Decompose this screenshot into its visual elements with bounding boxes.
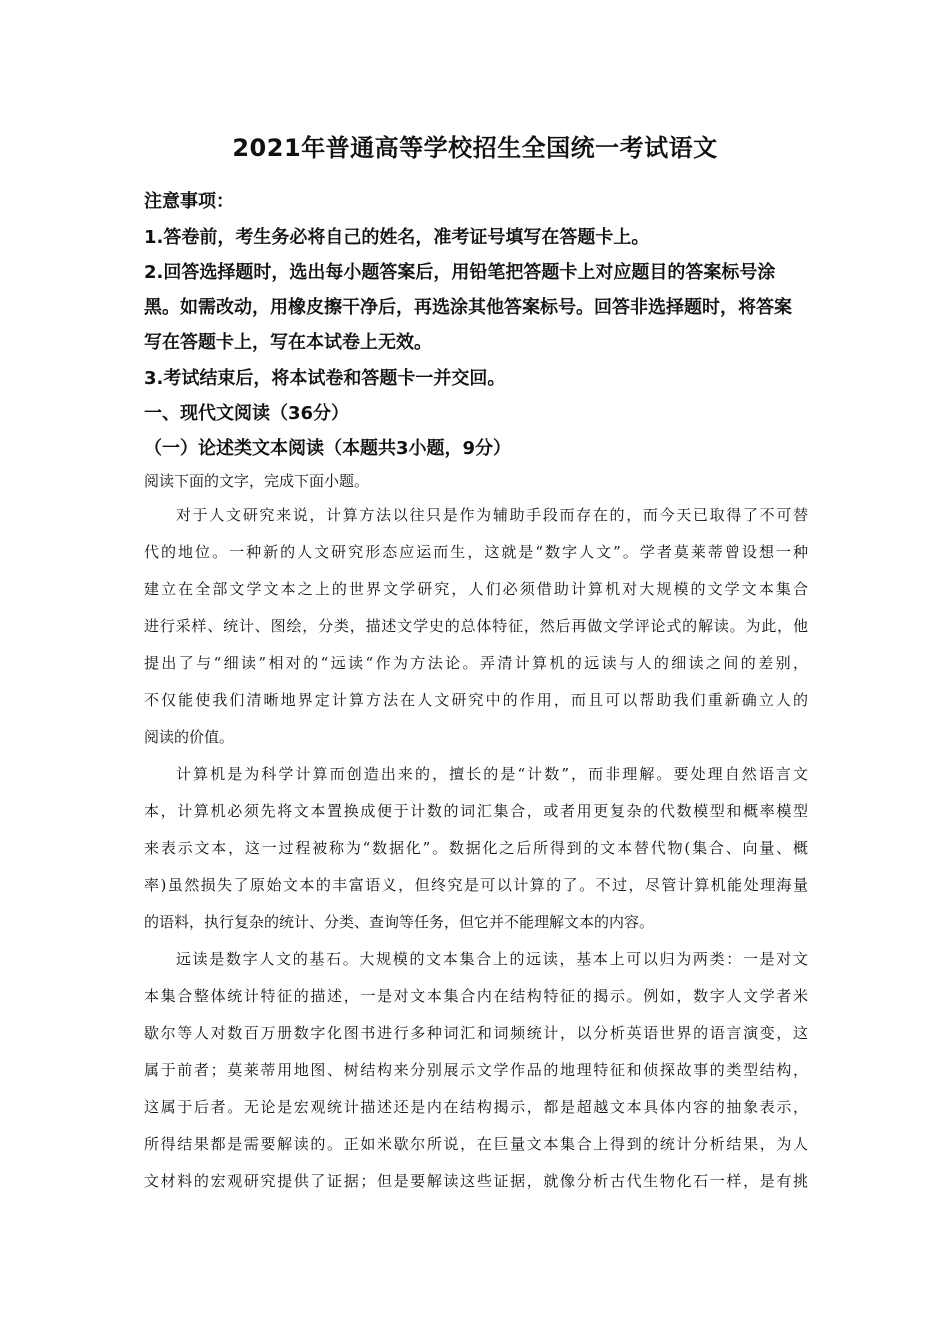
paragraph-line: 代的地位。一种新的人文研究形态应运而生，这就是“数字人文”。学者莫莱蒂曾设想一种 — [144, 543, 808, 561]
paragraph-line: 计算机是为科学计算而创造出来的，擅长的是“计数”，而非理解。要处理自然语言文 — [176, 765, 808, 783]
paragraph-line: 属于前者；莫莱蒂用地图、树结构来分别展示文学作品的地理特征和侦探故事的类型结构， — [144, 1061, 808, 1079]
reading-instruction: 阅读下面的文字，完成下面小题。 — [144, 472, 370, 490]
paragraph-line: 文材料的宏观研究提供了证据；但是要解读这些证据，就像分析古代生物化石一样，是有挑 — [144, 1172, 808, 1190]
notice-item-1: 1.答卷前，考生务必将自己的姓名，准考证号填写在答题卡上。 — [144, 227, 650, 248]
paragraph-line: 建立在全部文学文本之上的世界文学研究，人们必须借助计算机对大规模的文学文本集合 — [144, 580, 808, 598]
paragraph-line: 远读是数字人文的基石。大规模的文本集合上的远读，基本上可以归为两类：一是对文 — [176, 950, 808, 968]
paragraph-line: 不仅能使我们清晰地界定计算方法在人文研究中的作用，而且可以帮助我们重新确立人的 — [144, 691, 808, 709]
section-subheading: （一）论述类文本阅读（本题共3小题，9分） — [144, 438, 512, 459]
notice-item-2-line: 黑。如需改动，用橡皮擦干净后，再选涂其他答案标号。回答非选择题时，将答案 — [144, 297, 792, 318]
paragraph-line: 本集合整体统计特征的描述，一是对文本集合内在结构特征的揭示。例如，数字人文学者米 — [144, 987, 808, 1005]
notice-item-3: 3.考试结束后，将本试卷和答题卡一并交回。 — [144, 368, 506, 389]
paragraph-line: 提出了与“细读”相对的“远读“作为方法论。弄清计算机的远读与人的细读之间的差别， — [144, 654, 808, 672]
paragraph-line: 本，计算机必须先将文本置换成便于计数的词汇集合，或者用更复杂的代数模型和概率模型 — [144, 802, 808, 820]
paragraph-line: 对于人文研究来说，计算方法以往只是作为辅助手段而存在的，而今天已取得了不可替 — [176, 506, 808, 524]
paragraph-line: 的语料，执行复杂的统计、分类、查询等任务，但它并不能理解文本的内容。 — [144, 913, 655, 931]
notice-item-2-line: 2.回答选择题时，选出每小题答案后，用铅笔把答题卡上对应题目的答案标号涂 — [144, 262, 776, 283]
section-heading: 一、现代文阅读（36分） — [144, 403, 350, 424]
paragraph-line: 率)虽然损失了原始文本的丰富语义，但终究是可以计算的了。不过，尽管计算机能处理海量 — [144, 876, 808, 894]
notice-item-2-line: 写在答题卡上，写在本试卷上无效。 — [144, 332, 432, 353]
paragraph-line: 这属于后者。无论是宏观统计描述还是内在结构揭示，都是超越文本具体内容的抽象表示， — [144, 1098, 808, 1116]
paragraph-line: 来表示文本，这一过程被称为“数据化”。数据化之后所得到的文本替代物(集合、向量、概 — [144, 839, 808, 857]
paragraph-line: 阅读的价值。 — [144, 728, 235, 746]
exam-title: 2021年普通高等学校招生全国统一考试语文 — [232, 134, 718, 162]
notice-heading: 注意事项： — [144, 191, 234, 212]
paragraph-line: 歇尔等人对数百万册数字化图书进行多种词汇和词频统计，以分析英语世界的语言演变，这 — [144, 1024, 808, 1042]
paragraph-line: 进行采样、统计、图绘，分类，描述文学史的总体特征，然后再做文学评论式的解读。为此，他 — [144, 617, 808, 635]
paragraph-line: 所得结果都是需要解读的。正如米歇尔所说，在巨量文本集合上得到的统计分析结果，为人 — [144, 1135, 808, 1153]
